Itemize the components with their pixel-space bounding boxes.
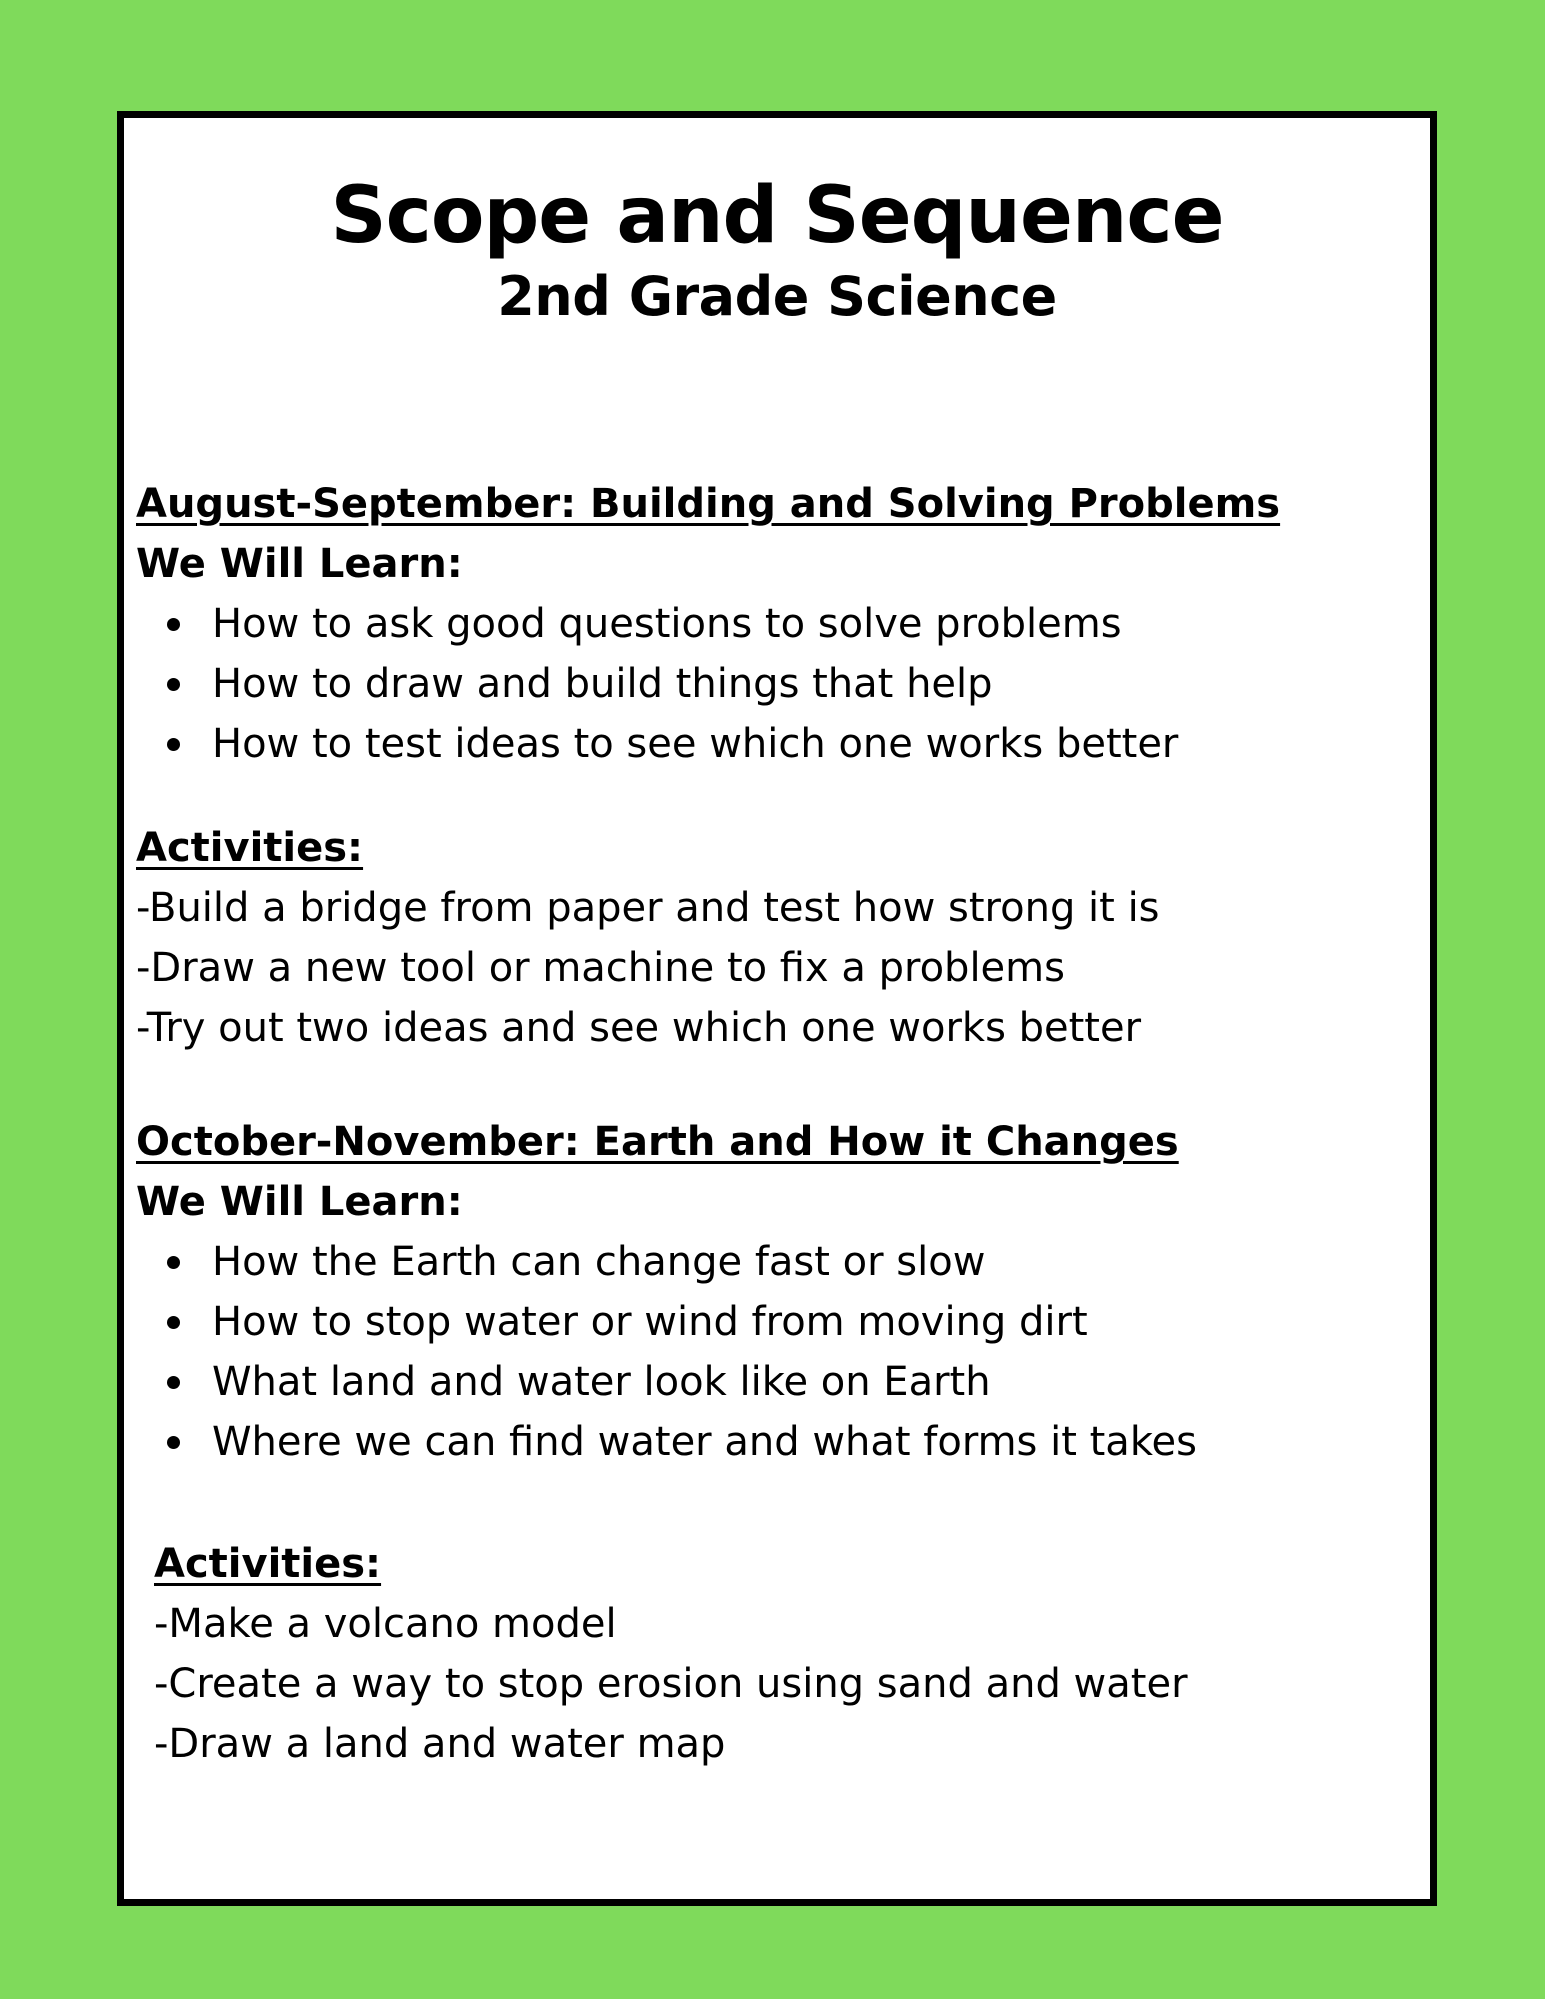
document-header [124,168,1430,330]
learn-list-item [136,1292,1416,1352]
learn-list-item [136,594,1416,654]
activity-item: -Draw a new tool or machine to fix a problems [136,945,1065,991]
document-title: Scope and Sequence [330,171,1224,261]
we-will-learn-label: We Will Learn: [136,541,463,587]
learn-item-text: How to draw and build things that help [212,661,993,707]
learn-item-text: Where we can find water and what forms it takes [212,1419,1197,1465]
activities-october-november [154,1534,1434,1774]
bullet-icon [167,1256,180,1269]
section-october-november [136,1112,1416,1472]
learn-list-item [136,1352,1416,1412]
learn-item-text: How to stop water or wind from moving dirt [212,1299,1088,1345]
activities-heading: Activities: [136,825,364,871]
we-will-learn-label: We Will Learn: [136,1179,463,1225]
learn-list-item [136,654,1416,714]
learn-list-item [136,714,1416,774]
learn-item-text: What land and water look like on Earth [212,1359,991,1405]
bullet-icon [167,1376,180,1389]
activity-item: -Try out two ideas and see which one works better [136,1005,1142,1051]
learn-item-text: How to test ideas to see which one works better [212,721,1179,767]
learn-list [136,1232,1416,1472]
learn-list [136,594,1416,774]
learn-item-text: How the Earth can change fast or slow [212,1239,986,1285]
section-heading: August-September: Building and Solving Problems [136,481,1281,527]
document-subtitle: 2nd Grade Science [497,265,1057,328]
document-sheet [117,111,1437,1906]
bullet-icon [167,618,180,631]
learn-item-text: How to ask good questions to solve problems [212,601,1122,647]
activity-item: -Make a volcano model [154,1601,617,1647]
bullet-icon [167,1436,180,1449]
learn-list-item [136,1412,1416,1472]
bullet-icon [167,678,180,691]
section-heading: October-November: Earth and How it Changes [136,1119,1179,1165]
activity-item: -Build a bridge from paper and test how strong it is [136,885,1160,931]
activities-august-september [136,818,1416,1058]
bullet-icon [167,738,180,751]
bullet-icon [167,1316,180,1329]
learn-list-item [136,1232,1416,1292]
activity-item: -Draw a land and water map [154,1721,726,1767]
section-august-september [136,474,1416,774]
activities-heading: Activities: [154,1541,382,1587]
activity-item: -Create a way to stop erosion using sand and water [154,1661,1188,1707]
